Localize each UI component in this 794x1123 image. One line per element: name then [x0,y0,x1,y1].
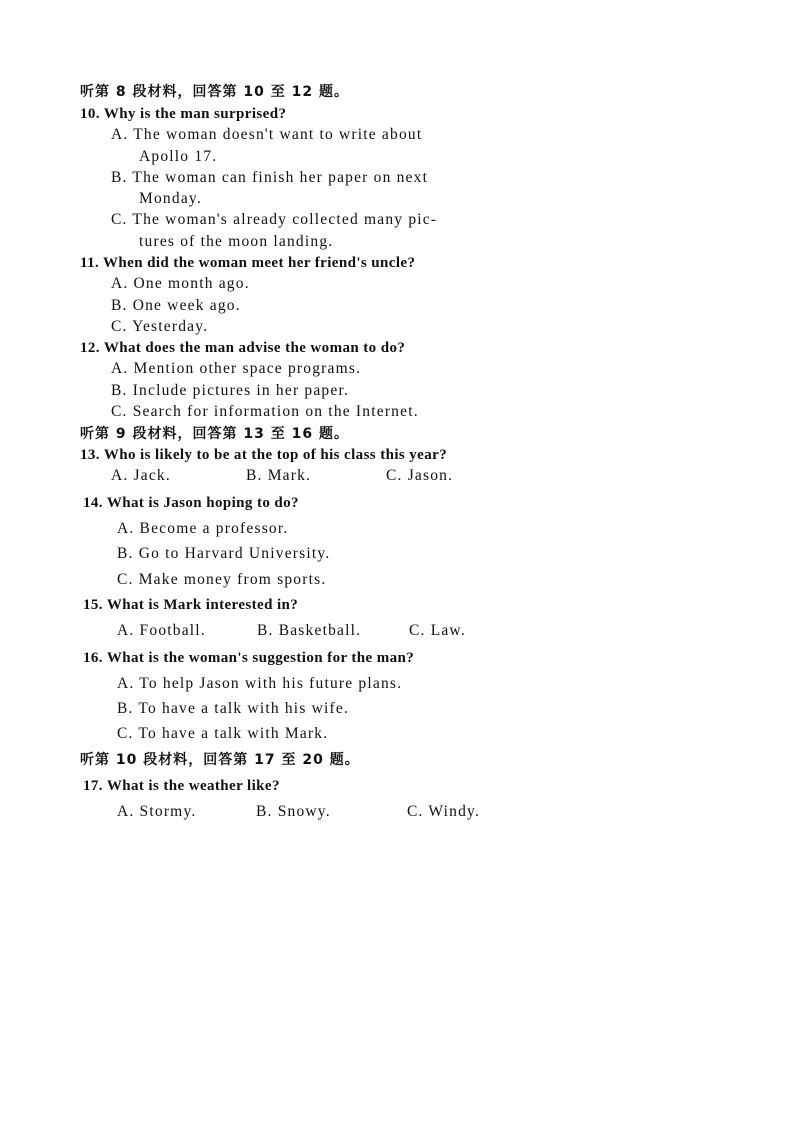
section-heading-10: 听第 10 段材料，回答第 17 至 20 题。 [80,752,360,768]
question-11-option-b: B. One week ago. [111,297,241,314]
question-12-option-c: C. Search for information on the Internet. [111,403,419,420]
question-16-option-b: B. To have a talk with his wife. [117,700,350,717]
question-12-stem: 12. What does the man advise the woman to do? [80,340,406,356]
question-10-option-c-cont: tures of the moon landing. [139,233,334,250]
section-heading-8: 听第 8 段材料，回答第 10 至 12 题。 [80,84,349,100]
question-15-option-a: A. Football. [117,622,206,639]
question-11-option-c: C. Yesterday. [111,318,209,335]
question-13-option-c: C. Jason. [386,467,454,484]
question-10-option-c: C. The woman's already collected many pic- [111,211,438,228]
question-11-stem: 11. When did the woman meet her friend's uncle? [80,255,416,271]
question-14-stem: 14. What is Jason hoping to do? [83,495,299,511]
question-10-option-a-cont: Apollo 17. [139,148,218,165]
question-13-stem: 13. Who is likely to be at the top of his class this year? [80,447,448,463]
question-10-option-b: B. The woman can finish her paper on next [111,169,429,186]
question-10-option-a: A. The woman doesn't want to write about [111,126,423,143]
question-10-option-b-cont: Monday. [139,190,202,207]
question-17-option-c: C. Windy. [407,803,481,820]
question-16-stem: 16. What is the woman's suggestion for the man? [83,650,415,666]
section-heading-9: 听第 9 段材料，回答第 13 至 16 题。 [80,426,349,442]
question-10-stem: 10. Why is the man surprised? [80,106,287,122]
question-17-option-a: A. Stormy. [117,803,197,820]
question-15-option-c: C. Law. [409,622,466,639]
question-14-option-b: B. Go to Harvard University. [117,545,331,562]
question-12-option-b: B. Include pictures in her paper. [111,382,350,399]
question-16-option-a: A. To help Jason with his future plans. [117,675,403,692]
question-14-option-c: C. Make money from sports. [117,571,327,588]
question-15-option-b: B. Basketball. [257,622,362,639]
question-14-option-a: A. Become a professor. [117,520,289,537]
question-13-option-a: A. Jack. [111,467,171,484]
question-13-option-b: B. Mark. [246,467,312,484]
question-16-option-c: C. To have a talk with Mark. [117,725,329,742]
question-15-stem: 15. What is Mark interested in? [83,597,299,613]
question-12-option-a: A. Mention other space programs. [111,360,362,377]
question-11-option-a: A. One month ago. [111,275,250,292]
question-17-stem: 17. What is the weather like? [83,778,280,794]
question-17-option-b: B. Snowy. [256,803,331,820]
